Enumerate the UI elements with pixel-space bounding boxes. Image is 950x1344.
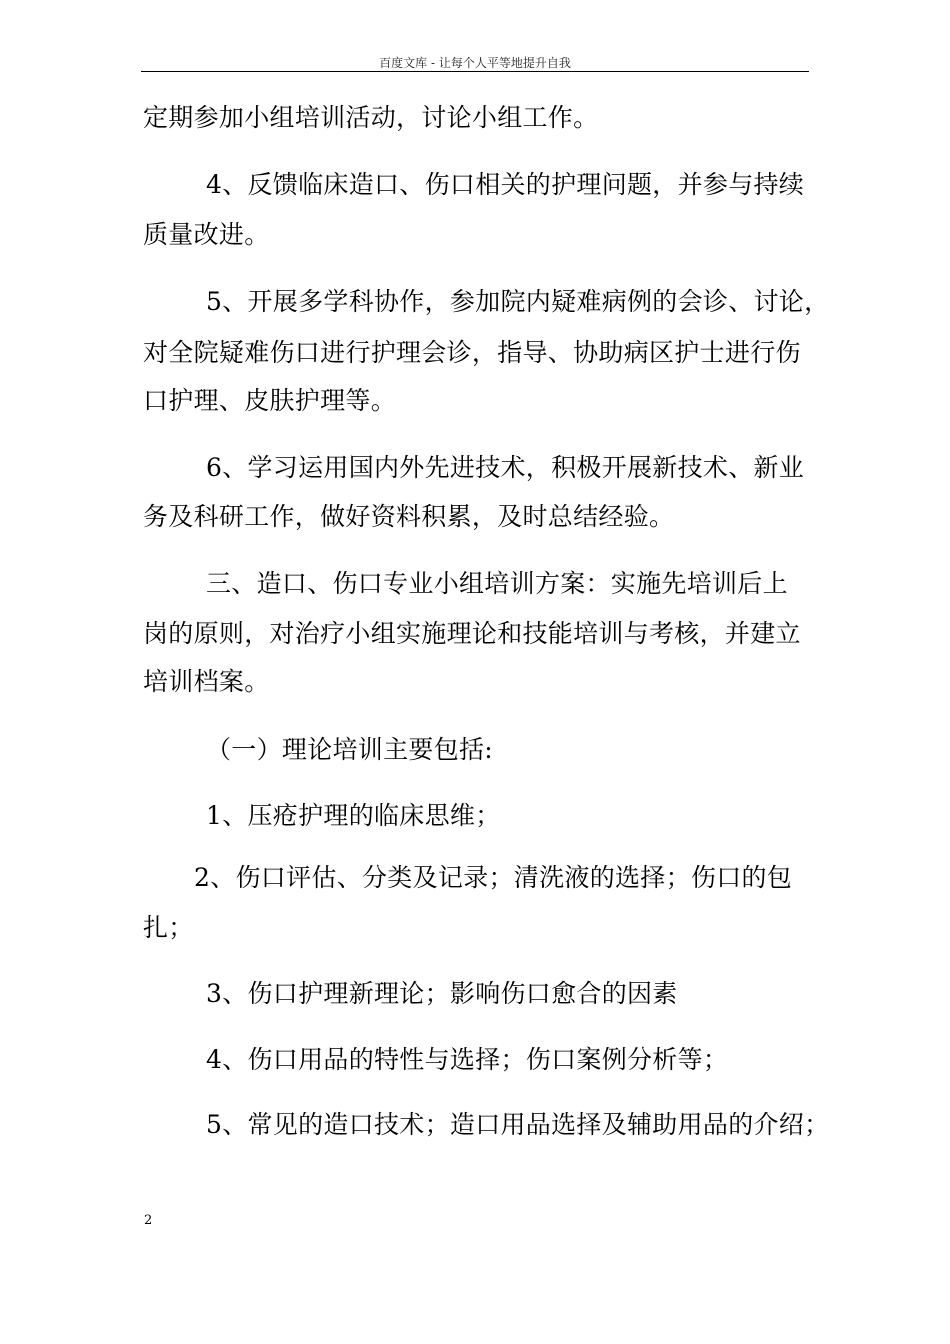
list-item-continuation: 扎；: [143, 913, 194, 942]
body-line: 岗的原则，对治疗小组实施理论和技能培训与考核，并建立: [143, 619, 801, 648]
list-item: 3、伤口护理新理论；影响伤口愈合的因素: [206, 979, 678, 1008]
body-line: 定期参加小组培训活动，讨论小组工作。: [143, 103, 599, 132]
body-line: 口护理、皮肤护理等。: [143, 386, 397, 415]
list-item: 1、压疮护理的临床思维；: [206, 801, 501, 830]
body-line: 5、开展多学科协作，参加院内疑难病例的会诊、讨论，: [206, 287, 830, 316]
body-line: 4、反馈临床造口、伤口相关的护理问题，并参与持续: [206, 170, 805, 199]
body-line: 6、学习运用国内外先进技术，积极开展新技术、新业: [206, 453, 805, 482]
page-header: 百度文库 - 让每个人平等地提升自我: [379, 56, 571, 70]
body-line: 务及科研工作，做好资料积累，及时总结经验。: [143, 502, 675, 531]
body-line: 对全院疑难伤口进行护理会诊，指导、协助病区护士进行伤: [143, 338, 801, 367]
list-item: 5、常见的造口技术；造口用品选择及辅助用品的介绍；: [206, 1110, 830, 1139]
body-line: 三、造口、伤口专业小组培训方案：实施先培训后上: [206, 569, 788, 598]
body-line: 培训档案。: [143, 667, 270, 696]
page-number: 2: [144, 1213, 153, 1228]
section-heading: （一）理论培训主要包括:: [206, 735, 494, 764]
header-rule: [141, 71, 809, 72]
body-line: 质量改进。: [143, 220, 270, 249]
list-item: 4、伤口用品的特性与选择；伤口案例分析等；: [206, 1045, 729, 1074]
list-item: 2、伤口评估、分类及记录；清洗液的选择；伤口的包: [194, 863, 793, 892]
